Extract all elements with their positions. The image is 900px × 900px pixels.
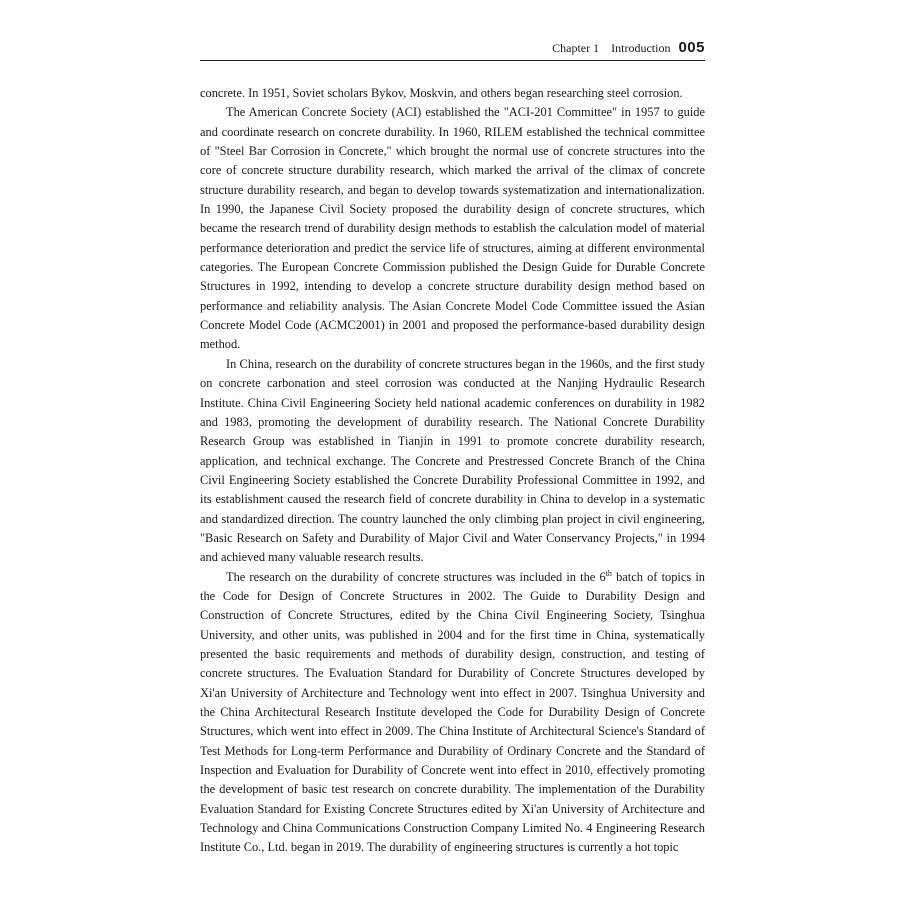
chapter-label: Chapter 1: [552, 41, 600, 55]
body-text: [200, 84, 705, 858]
paragraph-standards: [200, 568, 705, 858]
header-rule: [200, 60, 705, 61]
section-label: Introduction: [611, 41, 671, 55]
page-number: 005: [678, 39, 705, 56]
paragraph-continued: concrete. In 1951, Soviet scholars Bykov, Moskvin, and others began researching steel corrosion.: [200, 86, 683, 100]
running-header: [200, 38, 705, 58]
paragraph-standards-text-b: batch of topics in the Code for Design of Concrete Structures in 2002. The Guide to Durability Design and Construction of Concrete Structures, edited by the China Civil Engineering Society, Tsinghua University, and other units, was published in 2004 and for the first time in China, systematically presented the basic requirements and methods of durability design, construction, and testing of concrete structures. The Evaluation Standard for Durability of Concrete Structures developed by Xi'an University of Architecture and Technology went into effect in 2007. Tsinghua University and the China Architectural Research Institute developed the Code for Durability Design of Concrete Structures, which went into effect in 2009. The China Institute of Architectural Science's Standard of Test Methods for Long-term Performance and Durability of Ordinary Concrete and the Standard of Inspection and Evaluation for Durability of Concrete went into effect in 2010, effectively promoting the development of basic test research on concrete durability. The implementation of the Durability Evaluation Standard for Existing Concrete Structures edited by Xi'an University of Architecture and Technology and China Communications Construction Company Limited No. 4 Engineering Research Institute Co., Ltd. began in 2019. The durability of engineering structures is currently a hot topic: [200, 569, 706, 855]
ordinal-superscript: th: [605, 568, 612, 578]
paragraph-international-research: The American Concrete Society (ACI) established the "ACI-201 Committee" in 1957 to guide and coordinate research on concrete durability. In 1960, RILEM established the technical committee of "Steel Bar Corrosion in Concrete," which brought the normal use of concrete structures into the core of concrete structure durability research, which marked the arrival of the climax of concrete structure durability research, and began to develop towards systematization and internationalization. In 1990, the Japanese Civil Society proposed the durability design of concrete structures, which became the research trend of durability design methods to establish the calculation model of material performance deterioration and predict the service life of structures, aiming at different environmental categories. The European Concrete Commission published the Design Guide for Durable Concrete Structures in 1992, intending to develop a concrete structure durability design method based on performance and reliability analysis. The Asian Concrete Model Code Committee issued the Asian Concrete Model Code (ACMC2001) in 2001 and proposed the performance-based durability design method.: [200, 105, 705, 352]
paragraph-china-research: In China, research on the durability of concrete structures began in the 1960s, and the first study on concrete carbonation and steel corrosion was conducted at the Nanjing Hydraulic Research Institute. China Civil Engineering Society held national academic conferences on durability in 1982 and 1983, promoting the development of durability research. The National Concrete Durability Research Group was established in Tianjin in 1991 to promote concrete durability research, application, and technical exchange. The Concrete and Prestressed Concrete Branch of the China Civil Engineering Society established the Concrete Durability Professional Committee in 1992, and its establishment caused the research field of concrete durability in China to develop in a systematic and standardized direction. The country launched the only climbing plan project in civil engineering, "Basic Research on Safety and Durability of Major Civil and Water Conservancy Projects," in 1994 and achieved many valuable research results.: [200, 356, 705, 565]
paragraph-standards-text-a: The research on the durability of concrete structures was included in the 6: [226, 569, 606, 584]
